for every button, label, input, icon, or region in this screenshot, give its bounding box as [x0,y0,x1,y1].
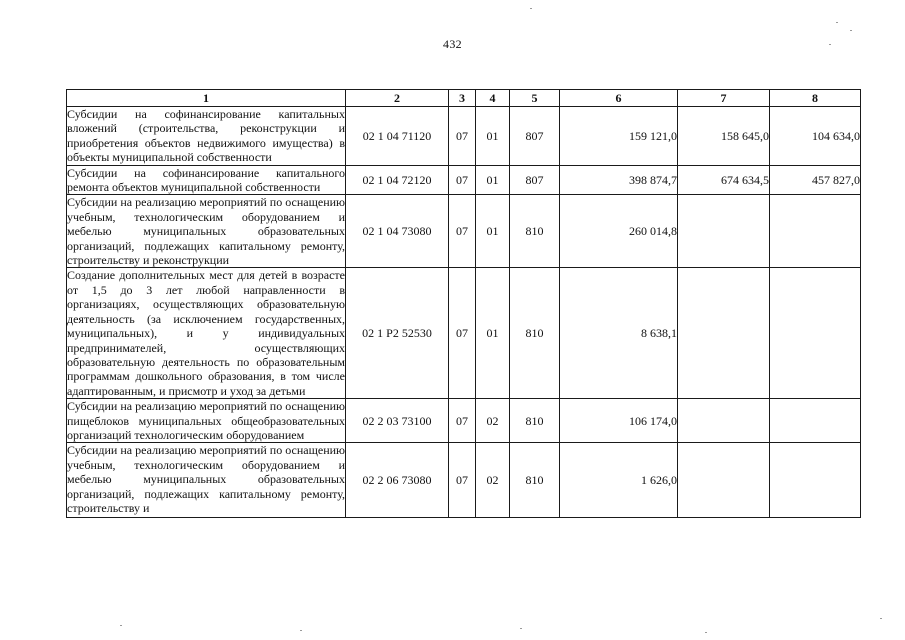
row-value-6: 260 014,8 [560,195,678,268]
row-code: 02 1 04 73080 [346,195,449,268]
row-value-8 [770,195,861,268]
col-header-1: 1 [67,90,346,107]
col-header-3: 3 [449,90,476,107]
row-type: 807 [510,165,560,195]
row-value-8 [770,399,861,443]
table-row [67,195,861,268]
col-header-7: 7 [678,90,770,107]
row-value-7: 158 645,0 [678,107,770,166]
row-type: 810 [510,443,560,518]
row-value-6: 1 626,0 [560,443,678,518]
table-row [67,268,861,399]
row-section: 07 [449,399,476,443]
scan-speck [836,22,838,23]
col-header-2: 2 [346,90,449,107]
row-value-6: 398 874,7 [560,165,678,195]
row-code: 02 1 04 72120 [346,165,449,195]
row-value-7 [678,399,770,443]
row-section: 07 [449,107,476,166]
table-row [67,399,861,443]
row-value-8 [770,268,861,399]
col-header-8: 8 [770,90,861,107]
row-name: Субсидии на реализацию мероприятий по оснащению пищеблоков муниципальных общеобразовательных организаций технологическим оборудованием [67,399,345,442]
row-section: 07 [449,268,476,399]
row-section: 07 [449,443,476,518]
col-header-4: 4 [476,90,510,107]
scan-speck [829,44,831,45]
scan-speck [705,632,707,633]
row-name: Субсидии на реализацию мероприятий по оснащению учебным, технологическим оборудованием и мебелью муниципальных образовательных организаций, подлежащих капитальному ремонту, строительству и [67,443,345,515]
row-code: 02 2 03 73100 [346,399,449,443]
row-type: 810 [510,268,560,399]
page-number: 432 [443,37,462,51]
scan-speck [880,618,882,619]
table-row [67,107,861,166]
scan-speck [850,30,852,31]
row-code: 02 1 P2 52530 [346,268,449,399]
row-value-7 [678,443,770,518]
row-value-7 [678,195,770,268]
row-subsection: 01 [476,107,510,166]
row-value-7 [678,268,770,399]
row-type: 810 [510,399,560,443]
row-value-8 [770,443,861,518]
row-value-8: 104 634,0 [770,107,861,166]
row-name: Создание дополнительных мест для детей в возрасте от 1,5 до 3 лет любой направленности в организациях, осуществляющих образовательную деятельность (за исключением государственных, муниципальных), и у индивидуальных предпринимателей, осуществляющих образовательную деятельность по образовательным программам дошкольного образования, в том числе адаптированным, и присмотр и уход за детьми [67,268,345,398]
table-row [67,165,861,195]
scan-speck [120,625,122,626]
row-name: Субсидии на реализацию мероприятий по оснащению учебным, технологическим оборудованием и мебелью муниципальных образовательных организаций, подлежащих капитальному ремонту, строительству и реконструкции [67,195,345,268]
row-code: 02 1 04 71120 [346,107,449,166]
row-name: Субсидии на софинансирование капитальных вложений (строительства, реконструкции и приобретения объектов недвижимого имущества) в объекты муниципальной собственности [67,107,345,165]
row-value-7: 674 634,5 [678,165,770,195]
header-row [67,90,861,107]
scan-speck [530,8,532,9]
row-subsection: 02 [476,443,510,518]
row-value-6: 159 121,0 [560,107,678,166]
row-name: Субсидии на софинансирование капитального ремонта объектов муниципальной собственности [67,165,345,195]
row-subsection: 01 [476,165,510,195]
scan-speck [300,630,302,631]
row-section: 07 [449,195,476,268]
scan-speck [520,628,522,629]
row-value-6: 106 174,0 [560,399,678,443]
row-subsection: 02 [476,399,510,443]
row-value-8: 457 827,0 [770,165,861,195]
col-header-5: 5 [510,90,560,107]
row-subsection: 01 [476,268,510,399]
row-value-6: 8 638,1 [560,268,678,399]
row-code: 02 2 06 73080 [346,443,449,518]
col-header-6: 6 [560,90,678,107]
table-row [67,443,861,518]
row-name-cell [67,443,346,518]
row-type: 807 [510,107,560,166]
row-type: 810 [510,195,560,268]
row-section: 07 [449,165,476,195]
row-subsection: 01 [476,195,510,268]
budget-table [66,89,861,518]
